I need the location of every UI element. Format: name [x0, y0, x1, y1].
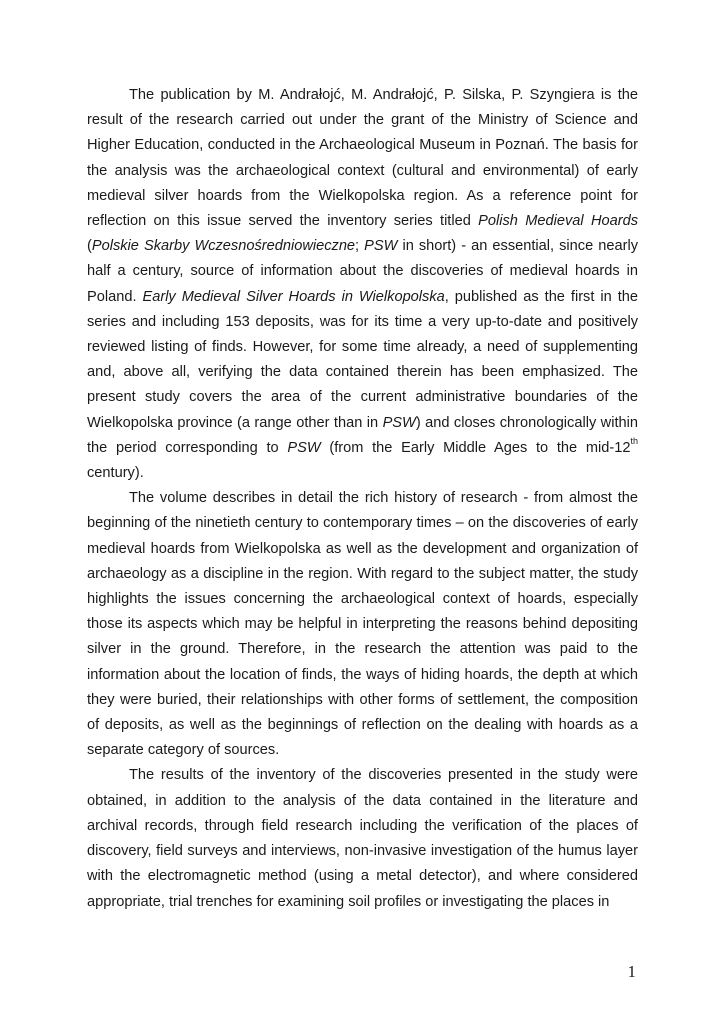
paragraph-3 [87, 763, 638, 914]
p1-title-polish-medieval-hoards: Polish Medieval Hoards [478, 213, 639, 230]
p1-abbrev-psw-2: PSW [382, 414, 416, 431]
p1-abbrev-psw-3: PSW [287, 439, 321, 456]
p1-text-1: The publication by M. Andrałojć, M. Andrałojć, P. Silska, P. Szyngiera is the result of the research carried out under the grant of the Ministry of Science and Higher Education, conducted in the Archaeological Museum in Poznań. The basis for the analysis was the archaeological context (cultural and environmental) of early medieval silver hoards from the Wielkopolska region. As a reference point for reflection on this issue served the inventory series titled [87, 87, 638, 230]
p1-title-polskie-skarby: Polskie Skarby Wczesnośredniowieczne [91, 238, 356, 255]
p1-title-early-medieval-silver-hoards: Early Medieval Silver Hoards in Wielkopolska [142, 288, 445, 305]
paragraph-1 [87, 83, 638, 486]
p1-abbrev-psw: PSW [364, 238, 398, 255]
p1-text-8: century). [87, 465, 144, 482]
p1-text-6: ) and closes chronologically within the period corresponding to [87, 414, 638, 456]
p1-text-4: in short) - an essential, since nearly half a century, source of information about the discoveries of medieval hoards in Poland. [87, 238, 638, 305]
p1-text-5: , published as the first in the series and including 153 deposits, was for its time a very up-to-date and positively reviewed listing of finds. However, for some time already, a need of supplementing and, above all, verifying the data contained therein has been emphasized. The present study covers the area of the current administrative boundaries of the Wielkopolska province (a range other than in [87, 288, 639, 431]
p1-text-2: ( [87, 238, 92, 255]
page-number: 1 [627, 962, 636, 981]
paragraph-2 [87, 486, 638, 763]
document-body [87, 83, 638, 915]
p1-text-3: ; [355, 238, 365, 255]
p3-text: The results of the inventory of the discoveries presented in the study were obtained, in addition to the analysis of the data contained in the literature and archival records, through field research including the verification of the places of discovery, field surveys and interviews, non-invasive investigation of the humus layer with the electromagnetic method (using a metal detector), and where considered appropriate, trial trenches for examining soil profiles or investigating the places in [87, 767, 638, 910]
p1-text-7: (from the Early Middle Ages to the mid-12 [320, 439, 631, 456]
p1-superscript-th: th [630, 435, 638, 446]
p2-text: The volume describes in detail the rich history of research - from almost the beginning of the ninetieth century to contemporary times – on the discoveries of early medieval hoards from Wielkopolska as well as the development and organization of archaeology as a discipline in the region. With regard to the subject matter, the study highlights the issues concerning the archaeological context of hoards, especially those its aspects which may be helpful in interpreting the reasons behind depositing silver in the ground. Therefore, in the research the attention was paid to the information about the location of finds, the ways of hiding hoards, the depth at which they were buried, their relationships with other forms of settlement, the composition of deposits, as well as the beginnings of reflection on the dealing with hoards as a separate category of sources. [87, 490, 638, 759]
